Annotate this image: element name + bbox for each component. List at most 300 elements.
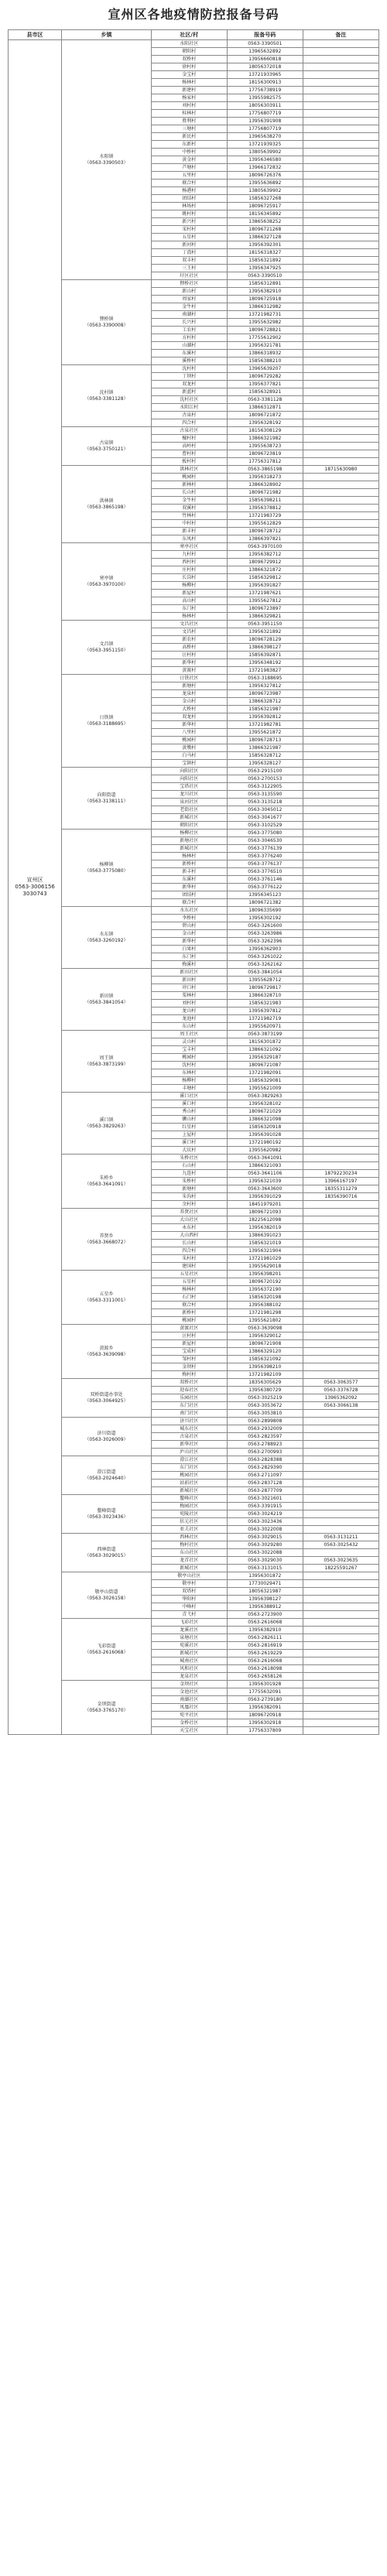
town-phone: （0563-3765170） (84, 1707, 128, 1713)
town-cell (62, 427, 151, 466)
community-cell: 杨林村 (151, 1286, 227, 1294)
community-cell: 杨柳村 (151, 582, 227, 590)
phone-cell: 13866321982 (227, 435, 303, 443)
phone-cell: 13956328192 (227, 419, 303, 427)
note-cell (303, 1224, 378, 1232)
table-row (9, 1619, 379, 1627)
note-cell (303, 265, 378, 272)
phone-cell: 13866398127 (227, 644, 303, 652)
community-cell: 宛溪社区 (151, 1642, 227, 1650)
phone-cell: 18096335690 (227, 907, 303, 915)
phone-cell: 13956321892 (227, 628, 303, 636)
note-cell (303, 1480, 378, 1487)
phone-cell: 0563-3775080 (227, 830, 303, 837)
note-cell (303, 876, 378, 884)
town-cell (62, 466, 151, 543)
table-row (9, 768, 379, 775)
table-row (9, 830, 379, 837)
community-cell: 新屋村 (151, 590, 227, 597)
town-name: 杨柳镇 (99, 861, 114, 867)
phone-cell: 13956302192 (227, 915, 303, 922)
phone-cell: 13955621802 (227, 1317, 303, 1325)
phone-cell: 18156301872 (227, 1038, 303, 1046)
note-cell (303, 574, 378, 582)
table-row (9, 907, 379, 915)
phone-cell: 0563-3022088 (227, 1549, 303, 1557)
phone-cell: 0563-3029015 (227, 1534, 303, 1541)
community-cell: 碧山村 (151, 922, 227, 930)
note-cell (303, 1271, 378, 1278)
note-cell (303, 984, 378, 992)
phone-cell: 13956327812 (227, 682, 303, 690)
community-cell: 南门社区 (151, 1410, 227, 1418)
phone-cell: 0563-2619229 (227, 1650, 303, 1657)
phone-cell: 18096725917 (227, 203, 303, 210)
community-cell: 寒亭社区 (151, 543, 227, 551)
community-cell: 东溪村 (151, 876, 227, 884)
phone-cell: 0563-2788923 (227, 1441, 303, 1449)
community-cell: 栗林村 (151, 992, 227, 1000)
phone-cell: 18096721087 (227, 1062, 303, 1069)
note-cell (303, 71, 378, 79)
community-cell: 双溪村 (151, 505, 227, 512)
note-cell (303, 388, 378, 396)
town-cell (62, 1325, 151, 1379)
phone-cell: 0563-3041677 (227, 814, 303, 822)
note-cell (303, 682, 378, 690)
note-cell (303, 1464, 378, 1472)
phone-cell: 15856327268 (227, 195, 303, 203)
note-cell (303, 87, 378, 94)
note-cell (303, 1472, 378, 1480)
phone-cell: 0563-2899808 (227, 1418, 303, 1425)
community-cell: 周家村 (151, 296, 227, 303)
community-cell: 朝阳村 (151, 48, 227, 56)
table-row (9, 621, 379, 628)
phone-cell: 13956362903 (227, 946, 303, 953)
phone-cell: 18096729282 (227, 373, 303, 381)
note-cell (303, 497, 378, 505)
phone-cell: 15856398211 (227, 497, 303, 505)
community-cell: 金山村 (151, 930, 227, 938)
note-cell (303, 1155, 378, 1162)
note-cell (303, 636, 378, 644)
note-cell (303, 381, 378, 388)
table-header-row (9, 30, 379, 40)
note-cell (303, 102, 378, 110)
phone-cell: 13866312871 (227, 404, 303, 412)
phone-cell: 13721933965 (227, 71, 303, 79)
community-cell: 新丰村 (151, 528, 227, 535)
community-cell: 高桥村 (151, 644, 227, 652)
phone-cell: 13956392301 (227, 241, 303, 249)
note-cell (303, 1503, 378, 1510)
note-cell (303, 845, 378, 853)
note-cell (303, 435, 378, 443)
phone-cell: 0563-3643600 (227, 1185, 303, 1193)
community-cell: 宛陵社区 (151, 1510, 227, 1518)
phone-cell: 13956380729 (227, 1387, 303, 1394)
note-cell (303, 837, 378, 845)
note-cell (303, 868, 378, 876)
table-row (9, 1681, 379, 1688)
phone-cell: 0563-3776139 (227, 845, 303, 853)
phone-cell: 13965639207 (227, 365, 303, 373)
town-cell (62, 1155, 151, 1209)
community-cell: 新华村 (151, 938, 227, 946)
note-cell (303, 1054, 378, 1062)
phone-cell: 13956391908 (227, 118, 303, 125)
town-name: 沈村镇 (99, 389, 114, 395)
community-cell: 冲口村 (151, 984, 227, 992)
town-name: 向阳街道 (97, 792, 116, 798)
town-name: 敬亭山街道 (94, 1589, 118, 1595)
note-cell (303, 744, 378, 752)
note-cell (303, 180, 378, 187)
community-cell: 宋村村 (151, 226, 227, 234)
community-cell: 溪口村 (151, 1100, 227, 1108)
town-cell (62, 1681, 151, 1735)
note-cell (303, 1309, 378, 1317)
community-cell: 杨林村 (151, 613, 227, 621)
phone-cell: 0563-3776137 (227, 860, 303, 868)
note-cell (303, 528, 378, 535)
community-cell: 新林村 (151, 481, 227, 489)
community-cell: 南湖社区 (151, 1696, 227, 1704)
community-cell: 桂林村 (151, 110, 227, 118)
note-cell (303, 1340, 378, 1348)
note-cell (303, 752, 378, 760)
county-phone2: 3030743 (22, 891, 47, 897)
community-cell: 新农村 (151, 636, 227, 644)
phone-cell: 0563-3135590 (227, 791, 303, 799)
town-cell (62, 1271, 151, 1325)
phone-cell: 0563-2616068 (227, 1657, 303, 1665)
town-phone: （0563-3668072） (84, 1239, 128, 1245)
phone-cell: 13956321039 (227, 1178, 303, 1185)
community-cell: 金牛村 (151, 497, 227, 505)
town-name: 飞彩街道 (97, 1643, 116, 1649)
phone-cell: 13956388912 (227, 1603, 303, 1611)
town-cell (62, 1619, 151, 1681)
community-cell: 文昌村 (151, 628, 227, 636)
phone-cell: 18356305629 (227, 1379, 303, 1387)
town-phone: （0563-3970100） (84, 581, 128, 587)
note-cell (303, 48, 378, 56)
table-row (9, 365, 379, 373)
note-cell (303, 327, 378, 334)
community-cell: 古泉社区 (151, 1433, 227, 1441)
phone-cell: 13866321872 (227, 566, 303, 574)
note-cell (303, 1665, 378, 1673)
phone-cell: 17756317812 (227, 458, 303, 466)
phone-cell: 13956382091 (227, 1704, 303, 1712)
note-cell (303, 1085, 378, 1093)
community-cell: 新华村 (151, 659, 227, 667)
community-cell: 双塔村 (151, 1588, 227, 1596)
community-cell: 龙山村 (151, 1007, 227, 1015)
town-cell (62, 1495, 151, 1534)
note-cell (303, 1093, 378, 1100)
phone-cell: 13866312982 (227, 303, 303, 311)
community-cell: 桃园村 (151, 1317, 227, 1325)
community-cell: 水阳社区 (151, 40, 227, 48)
note-cell (303, 783, 378, 791)
community-cell: 站前社区 (151, 1480, 227, 1487)
community-cell: 梅溪村 (151, 961, 227, 969)
note-cell (303, 1108, 378, 1116)
note-cell (303, 543, 378, 551)
phone-cell: 17755612902 (227, 334, 303, 342)
phone-cell: 0563-2700153 (227, 775, 303, 783)
phone-cell: 13955629018 (227, 1263, 303, 1271)
community-cell: 大桥村 (151, 706, 227, 713)
community-cell: 龙泉社区 (151, 1673, 227, 1681)
note-cell (303, 806, 378, 814)
phone-cell: 13721987621 (227, 590, 303, 597)
note-cell: 18792230234 (303, 1170, 378, 1178)
phone-cell: 0563-3390510 (227, 272, 303, 280)
phone-cell: 13721982781 (227, 721, 303, 729)
phone-cell: 18096723819 (227, 450, 303, 458)
phone-cell: 13955632982 (227, 319, 303, 327)
phone-cell: 0563-2828388 (227, 1456, 303, 1464)
county-cell (9, 40, 62, 1735)
phone-cell: 0563-3761146 (227, 876, 303, 884)
community-cell: 胜利村 (151, 118, 227, 125)
community-cell: 金宝村 (151, 71, 227, 79)
phone-cell: 13956321904 (227, 1247, 303, 1255)
note-cell: 0563-3063577 (303, 1379, 378, 1387)
note-cell (303, 706, 378, 713)
note-cell (303, 938, 378, 946)
community-cell: 五里村 (151, 172, 227, 180)
town-cell (62, 675, 151, 768)
community-cell: 四合村 (151, 419, 227, 427)
phone-cell: 0563-3122905 (227, 783, 303, 791)
table-row (9, 1572, 379, 1580)
community-cell: 敬亭村 (151, 1580, 227, 1588)
town-name: 双桥街道办事处 (90, 1391, 123, 1397)
phone-cell: 0563-3776510 (227, 868, 303, 876)
note-cell (303, 930, 378, 938)
community-cell: 九村村 (151, 551, 227, 559)
community-cell: 新丰村 (151, 868, 227, 876)
note-cell (303, 1216, 378, 1224)
town-phone: （0563-3641091） (84, 1181, 128, 1187)
phone-cell: 0563-3021601 (227, 1495, 303, 1503)
note-cell (303, 450, 378, 458)
phone-cell: 13956318273 (227, 474, 303, 481)
town-name: 五星乡 (99, 1291, 114, 1297)
phone-cell: 17756807719 (227, 110, 303, 118)
community-cell: 西村村 (151, 559, 227, 566)
note-cell (303, 1232, 378, 1240)
note-cell (303, 172, 378, 180)
phone-cell: 13956302918 (227, 1719, 303, 1727)
phone-cell: 18225612098 (227, 1216, 303, 1224)
note-cell: 0563-3066138 (303, 1402, 378, 1410)
note-cell (303, 907, 378, 915)
note-cell (303, 775, 378, 783)
town-cell (62, 1031, 151, 1093)
community-cell: 新塘社区 (151, 837, 227, 845)
community-cell: 庐山社区 (151, 1449, 227, 1456)
community-cell: 金坝社区 (151, 1681, 227, 1688)
community-cell: 向阳社区 (151, 768, 227, 775)
community-cell: 联合村 (151, 180, 227, 187)
phone-cell: 0563-3029030 (227, 1557, 303, 1565)
table-row (9, 1209, 379, 1216)
town-phone: （0563-3390503） (84, 159, 128, 166)
note-cell (303, 443, 378, 450)
community-cell: 新民村 (151, 133, 227, 141)
note-cell (303, 1518, 378, 1526)
note-cell (303, 226, 378, 234)
note-cell (303, 1356, 378, 1363)
phone-cell: 13956347925 (227, 265, 303, 272)
note-cell: 0563-3376728 (303, 1387, 378, 1394)
community-cell: 沈村社区 (151, 396, 227, 404)
note-cell (303, 1069, 378, 1077)
community-cell: 新塘村 (151, 1185, 227, 1193)
community-cell: 团结村 (151, 195, 227, 203)
note-cell (303, 1510, 378, 1518)
community-cell: 新城社区 (151, 845, 227, 853)
community-cell: 青弋村 (151, 1611, 227, 1619)
note-cell (303, 1046, 378, 1054)
note-cell: 18225591267 (303, 1565, 378, 1572)
phone-cell: 15856320198 (227, 1294, 303, 1302)
phone-cell: 18096729817 (227, 984, 303, 992)
note-cell (303, 1410, 378, 1418)
community-cell: 丁湾村 (151, 249, 227, 257)
phone-cell: 0563-3046530 (227, 837, 303, 845)
town-phone: （0563-3873199） (84, 1061, 128, 1067)
phone-cell: 13955638723 (227, 443, 303, 450)
community-cell: 杨林村 (151, 853, 227, 860)
town-name: 水阳镇 (99, 153, 114, 159)
community-cell: 风和社区 (151, 1665, 227, 1673)
note-cell (303, 40, 378, 48)
community-cell: 金桥社区 (151, 1719, 227, 1727)
community-cell: 东溪村 (151, 350, 227, 357)
note-cell (303, 1240, 378, 1247)
note-cell (303, 350, 378, 357)
community-cell: 水阳江村 (151, 404, 227, 412)
table-row (9, 1031, 379, 1038)
community-cell: 桃园村 (151, 737, 227, 744)
phone-cell: 0563-3053810 (227, 1410, 303, 1418)
phone-cell: 15856329812 (227, 574, 303, 582)
note-cell (303, 412, 378, 419)
note-cell (303, 613, 378, 621)
community-cell: 新城社区 (151, 1487, 227, 1495)
phone-cell: 0563-2877709 (227, 1487, 303, 1495)
town-phone: （0563-3064925） (84, 1397, 128, 1404)
community-cell: 八里村 (151, 729, 227, 737)
phone-cell: 0563-3873199 (227, 1031, 303, 1038)
phone-cell: 13956660818 (227, 56, 303, 63)
community-cell: 长山村 (151, 489, 227, 497)
phone-cell: 15856329081 (227, 1077, 303, 1085)
phone-cell: 17756337809 (227, 1727, 303, 1735)
phone-cell: 0563-3841054 (227, 969, 303, 977)
community-cell: 溪口村 (151, 1139, 227, 1147)
community-cell: 建国村 (151, 1263, 227, 1271)
community-cell: 沈村村 (151, 365, 227, 373)
header-town: 乡镇 (62, 30, 151, 40)
community-cell: 金坝村 (151, 1363, 227, 1371)
phone-cell: 0563-3391915 (227, 1503, 303, 1510)
note-cell: 0563-3131211 (303, 1534, 378, 1541)
town-cell (62, 280, 151, 365)
note-cell (303, 1247, 378, 1255)
note-cell (303, 288, 378, 296)
town-name: 文昌镇 (99, 641, 114, 647)
note-cell (303, 1681, 378, 1688)
note-cell (303, 303, 378, 311)
community-cell: 沈村村 (151, 1062, 227, 1069)
town-name: 溪口镇 (99, 1117, 114, 1123)
note-cell (303, 721, 378, 729)
community-cell: 周王社区 (151, 1031, 227, 1038)
community-cell: 汪村村 (151, 652, 227, 659)
phone-cell: 13956348192 (227, 659, 303, 667)
note-cell (303, 1000, 378, 1007)
note-cell (303, 427, 378, 435)
phone-cell: 13956382910 (227, 288, 303, 296)
note-cell (303, 1495, 378, 1503)
note-cell (303, 582, 378, 590)
community-cell: 永东村 (151, 1224, 227, 1232)
town-phone: （0563-3841054） (84, 999, 128, 1005)
community-cell: 状元社区 (151, 1518, 227, 1526)
community-cell: 新城社区 (151, 1650, 227, 1657)
table-row (9, 1534, 379, 1541)
community-cell: 泉河社区 (151, 799, 227, 806)
community-cell: 新河村 (151, 241, 227, 249)
note-cell: 18355311279 (303, 1185, 378, 1193)
community-cell: 双桥社区 (151, 1379, 227, 1387)
community-cell: 朝阳社区 (151, 822, 227, 830)
town-cell (62, 1418, 151, 1456)
note-cell (303, 125, 378, 133)
note-cell (303, 992, 378, 1000)
community-cell: 龙溪社区 (151, 1627, 227, 1634)
phone-cell: 13955620982 (227, 1147, 303, 1155)
phone-cell: 13956372190 (227, 1286, 303, 1294)
phone-cell: 18156318327 (227, 249, 303, 257)
community-cell: 龙首社区 (151, 1557, 227, 1565)
phone-cell: 13805639902 (227, 187, 303, 195)
table-row (9, 280, 379, 288)
community-cell: 秀山村 (151, 1108, 227, 1116)
note-cell (303, 156, 378, 164)
note-cell (303, 396, 378, 404)
note-cell (303, 210, 378, 218)
note-cell: 13966167197 (303, 1178, 378, 1185)
note-cell (303, 713, 378, 721)
phone-cell: 13955621009 (227, 1085, 303, 1093)
community-cell: 日铁社区 (151, 675, 227, 682)
phone-cell: 17755632091 (227, 1688, 303, 1696)
community-cell: 上屋村 (151, 1131, 227, 1139)
note-cell (303, 311, 378, 319)
community-cell: 狸桥社区 (151, 280, 227, 288)
note-cell (303, 1302, 378, 1309)
community-cell: 五星村 (151, 234, 227, 241)
